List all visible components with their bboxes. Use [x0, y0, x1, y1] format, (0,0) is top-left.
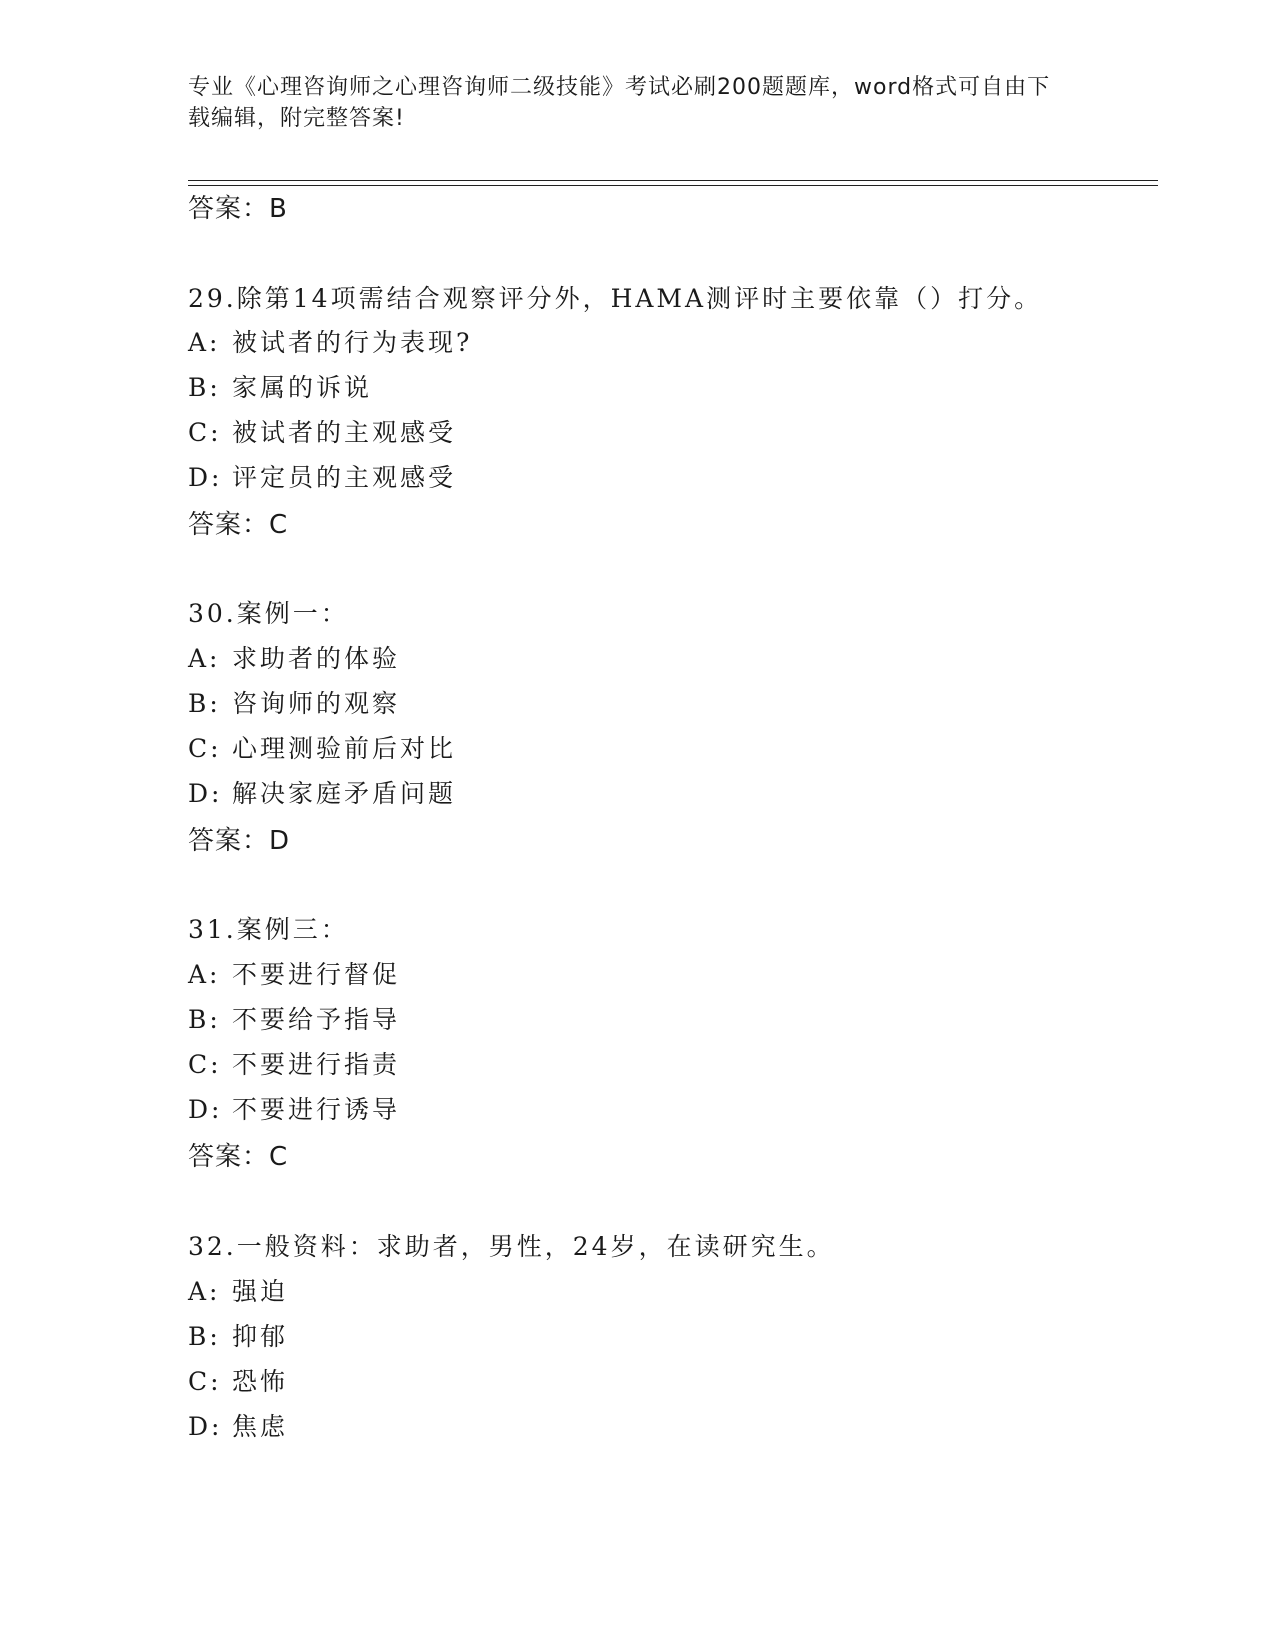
option-key: C:: [188, 418, 222, 447]
option-line: [188, 1365, 288, 1399]
option-key: D:: [188, 779, 223, 808]
question-stem: 29.除第14项需结合观察评分外，HAMA测评时主要依靠（）打分。: [188, 284, 1043, 313]
header-divider-top: [188, 180, 1158, 181]
answer: 答案：C: [188, 1142, 289, 1172]
option-line: [188, 1048, 400, 1082]
option-key: B:: [188, 373, 221, 402]
option-line: [188, 732, 456, 766]
document-intro: 专业《心理咨询师之心理咨询师二级技能》考试必刷200题题库，word格式可自由下载编辑，附完整答案!: [188, 75, 1051, 131]
option-line: [188, 1275, 288, 1309]
option-line: [188, 687, 400, 721]
option-key: D:: [188, 1412, 223, 1441]
question-stem: 31.案例三：: [188, 915, 349, 944]
option-text: 评定员的主观感受: [232, 463, 457, 492]
option-key: C:: [188, 1367, 222, 1396]
option-line: [188, 1093, 400, 1127]
option-text: 不要给予指导: [232, 1005, 401, 1034]
option-line: [188, 958, 400, 992]
answer: 答案：C: [188, 510, 289, 540]
question-stem: 32.一般资料：求助者，男性，24岁，在读研究生。: [188, 1232, 835, 1261]
option-text: 焦虑: [232, 1412, 289, 1441]
option-line: [188, 461, 456, 495]
option-key: A:: [188, 328, 221, 357]
option-text: 被试者的主观感受: [232, 418, 457, 447]
option-key: B:: [188, 1005, 221, 1034]
option-key: D:: [188, 1095, 223, 1124]
option-line: [188, 1320, 288, 1354]
option-text: 被试者的行为表现?: [232, 328, 473, 357]
option-text: 不要进行指责: [232, 1050, 401, 1079]
option-line: [188, 1410, 288, 1444]
option-text: 不要进行督促: [232, 960, 401, 989]
option-text: 解决家庭矛盾问题: [232, 779, 457, 808]
option-line: [188, 642, 400, 676]
option-key: B:: [188, 689, 221, 718]
option-text: 家属的诉说: [232, 373, 373, 402]
answer: 答案：D: [188, 826, 291, 856]
option-line: [188, 1003, 400, 1037]
option-line: [188, 326, 472, 360]
option-text: 强迫: [232, 1277, 289, 1306]
option-key: A:: [188, 960, 221, 989]
option-key: C:: [188, 1050, 222, 1079]
option-text: 不要进行诱导: [232, 1095, 401, 1124]
option-line: [188, 416, 456, 450]
option-text: 求助者的体验: [232, 644, 401, 673]
option-line: [188, 371, 372, 405]
previous-answer: 答案：B: [188, 194, 288, 224]
option-text: 恐怖: [232, 1367, 289, 1396]
option-key: A:: [188, 644, 221, 673]
option-text: 心理测验前后对比: [232, 734, 457, 763]
option-text: 抑郁: [232, 1322, 289, 1351]
option-key: D:: [188, 463, 223, 492]
question-stem: 30.案例一：: [188, 599, 349, 628]
option-line: [188, 777, 456, 811]
option-key: C:: [188, 734, 222, 763]
option-text: 咨询师的观察: [232, 689, 401, 718]
option-key: B:: [188, 1322, 221, 1351]
header-divider-bottom: [188, 185, 1158, 186]
option-key: A:: [188, 1277, 221, 1306]
